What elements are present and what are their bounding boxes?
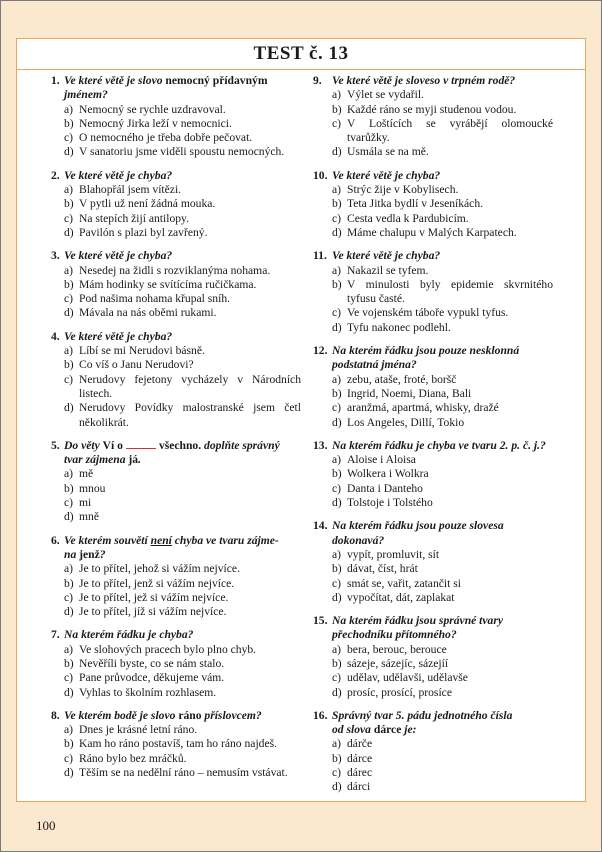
answer-option[interactable]: b) Nevěříli byste, co se nám stalo.: [64, 656, 225, 670]
answer-option[interactable]: a) Nemocný se rychle uzdravoval.: [64, 102, 226, 116]
answer-option[interactable]: b) Wolkera i Wolkra: [332, 467, 429, 481]
question-number: 3.: [51, 249, 60, 263]
question-text: Do věty Ví o všechno. doplňte správný tvar zájmena já.: [64, 438, 280, 467]
answer-options: [64, 344, 301, 430]
answer-options: [64, 467, 301, 524]
answer-options: [64, 264, 301, 321]
answer-option[interactable]: c) O nemocného je třeba dobře pečovat.: [64, 131, 253, 145]
answer-options: [64, 103, 301, 160]
question-number: 5.: [51, 438, 60, 452]
question-text: Na kterém řádku je chyba ve tvaru 2. p. č. j.?: [332, 438, 546, 452]
question-16: [313, 709, 553, 795]
answer-option[interactable]: a) Strýc žije v Kobylisech.: [332, 183, 459, 197]
answer-option[interactable]: b) mnou: [64, 481, 106, 495]
answer-option[interactable]: b) Ingrid, Noemi, Diana, Bali: [332, 386, 472, 400]
answer-option[interactable]: a) Nesedej na židli s rozviklanýma nohama.: [64, 263, 271, 277]
answer-options: [332, 737, 553, 794]
page-title: TEST č. 13: [253, 43, 349, 64]
question-7: [51, 628, 301, 699]
answer-options: [332, 88, 553, 159]
answer-option[interactable]: d) Pavilón s plazi byl zavřený.: [64, 225, 208, 239]
answer-option[interactable]: d) Těším se na nedělní ráno – nemusím vstávat.: [64, 766, 288, 780]
question-11: [313, 249, 553, 335]
answer-option[interactable]: c) Pane průvodce, děkujeme vám.: [64, 671, 225, 685]
question-text: Ve které větě je chyba?: [332, 249, 441, 263]
question-number: 2.: [51, 168, 60, 182]
question-3: [51, 249, 301, 320]
answer-option[interactable]: a) dárče: [332, 737, 373, 751]
answer-option[interactable]: d) Je to přítel, jíž si vážím nejvíce.: [64, 605, 227, 619]
answer-option[interactable]: c) mi: [64, 496, 92, 510]
answer-options: [332, 453, 553, 510]
question-14: [313, 519, 553, 605]
answer-option[interactable]: a) zebu, ataše, froté, boršč: [332, 372, 457, 386]
question-number: 6.: [51, 533, 60, 547]
test-sheet: [16, 38, 586, 802]
answer-option[interactable]: d) Tolstoje i Tolstého: [332, 496, 433, 510]
answer-option[interactable]: b) Teta Jitka bydlí v Jeseníkách.: [332, 197, 484, 211]
question-number: 14.: [313, 519, 328, 533]
answer-option[interactable]: a) Aloise i Aloisa: [332, 453, 416, 467]
question-9: [313, 74, 553, 160]
answer-option[interactable]: b) dávat, číst, hrát: [332, 562, 418, 576]
question-13: [313, 439, 553, 510]
question-text: Správný tvar 5. pádu jednotného čísla od slova dárce je:: [332, 708, 513, 737]
answer-options: [332, 643, 553, 700]
answer-option[interactable]: c) Je to přítel, jež si vážím nejvíce.: [64, 590, 229, 604]
question-6: [51, 534, 301, 620]
question-text: Ve které větě je chyba?: [64, 249, 173, 263]
fill-in-blank: [126, 448, 156, 449]
answer-options: [332, 373, 553, 430]
answer-option[interactable]: b) Nemocný Jirka leží v nemocnici.: [64, 116, 232, 130]
answer-option[interactable]: a) mě: [64, 467, 94, 481]
question-text: Na kterém řádku jsou pouze nesklonná podstatná jména?: [332, 344, 520, 372]
page-number: 100: [36, 818, 56, 833]
question-12: [313, 344, 553, 430]
answer-option[interactable]: c) Ráno bylo bez mráčků.: [64, 751, 187, 765]
answer-option[interactable]: c) smát se, vařit, zatančit si: [332, 576, 461, 590]
question-10: [313, 169, 553, 240]
question-1: [51, 74, 301, 160]
question-number: 7.: [51, 628, 60, 642]
question-text: Na kterém řádku jsou správné tvary přechodníku přítomného?: [332, 614, 504, 642]
question-number: 13.: [313, 438, 328, 452]
question-2: [51, 169, 301, 240]
answer-option[interactable]: a) Nakazil se tyfem.: [332, 263, 429, 277]
answer-option[interactable]: b) Mám hodinky se svítícíma ručičkama.: [64, 277, 257, 291]
question-text: Ve které větě je chyba?: [64, 168, 173, 182]
answer-option[interactable]: d) Usmála se na mě.: [332, 145, 429, 159]
question-number: 10.: [313, 168, 328, 182]
question-8: [51, 709, 301, 780]
question-text: Ve které větě je sloveso v trpném rodě?: [332, 74, 516, 87]
answer-option[interactable]: d) vypočítat, dát, zaplakat: [332, 590, 455, 604]
answer-option[interactable]: d) Máme chalupu v Malých Karpatech.: [332, 225, 517, 239]
answer-option[interactable]: a) Líbí se mi Nerudovi básně.: [64, 344, 205, 358]
question-number: 15.: [313, 614, 328, 628]
answer-option[interactable]: d) Tyfu nakonec podlehl.: [332, 320, 451, 334]
question-number: 9.: [313, 74, 322, 87]
question-text: Ve které větě je slovo nemocný přídavným jménem?: [64, 74, 268, 102]
answer-option[interactable]: a) Je to přítel, jehož si vážím nejvíce.: [64, 562, 240, 576]
answer-option[interactable]: d) Los Angeles, Dillí, Tokio: [332, 415, 465, 429]
question-text: Na kterém řádku jsou pouze slovesa dokonavá?: [332, 519, 504, 547]
answer-option[interactable]: d) Vyhlas to školním rozhlasem.: [64, 685, 217, 699]
answer-option[interactable]: a) Blahopřál jsem vítězi.: [64, 183, 182, 197]
answer-options: [64, 562, 301, 619]
answer-option[interactable]: b) dárce: [332, 751, 373, 765]
answer-option[interactable]: c) udělav, udělavši, udělavše: [332, 671, 468, 685]
answer-option[interactable]: b) Je to přítel, jenž si vážím nejvíce.: [64, 576, 235, 590]
answer-option[interactable]: d) dárci: [332, 780, 371, 794]
answer-options: [64, 183, 301, 240]
answer-option[interactable]: c) Nerudovy fejetony vycházely v Národních listech.: [64, 372, 301, 400]
answer-option[interactable]: a) bera, berouc, berouce: [332, 642, 447, 656]
answer-option[interactable]: b) sázeje, sázejíc, sázejíí: [332, 656, 449, 670]
answer-option[interactable]: c) Pod našima nohama křupal sníh.: [64, 292, 231, 306]
answer-option[interactable]: b) V minulosti byly epidemie skvrnitého tyfusu časté.: [332, 277, 553, 306]
answer-option[interactable]: a) vypít, promluvit, sít: [332, 547, 440, 561]
question-text: Ve kterém souvětí není chyba ve tvaru zájme- na jenž?: [64, 533, 279, 561]
answer-options: [332, 548, 553, 605]
question-number: 1.: [51, 74, 60, 87]
answer-option[interactable]: b) V pytli už není žádná mouka.: [64, 197, 216, 211]
answer-option[interactable]: c) Ve vojenském táboře vypukl tyfus.: [332, 306, 509, 320]
answer-option[interactable]: d) Nerudovy Povídky malostranské jsem četl několikrát.: [64, 401, 301, 429]
answer-options: [64, 723, 301, 780]
question-15: [313, 614, 553, 700]
question-4: [51, 330, 301, 430]
answer-options: [332, 264, 553, 335]
answer-option[interactable]: d) prosíc, prosící, prosíce: [332, 685, 452, 699]
answer-option[interactable]: b) Co víš o Janu Nerudovi?: [64, 358, 194, 372]
question-number: 16.: [313, 708, 328, 722]
question-text: Na kterém řádku je chyba?: [64, 628, 194, 642]
question-number: 11.: [313, 249, 327, 263]
question-number: 4.: [51, 329, 60, 343]
answer-option[interactable]: c) dárec: [332, 766, 373, 780]
question-number: 8.: [51, 708, 60, 722]
question-text: Ve kterém bodě je slovo ráno příslovcem?: [64, 708, 262, 722]
answer-option[interactable]: a) Ve slohových pracech bylo plno chyb.: [64, 642, 257, 656]
answer-option[interactable]: b) Kam ho ráno postavíš, tam ho ráno najdeš.: [64, 737, 278, 751]
answer-option[interactable]: d) mně: [64, 510, 99, 524]
question-text: Ve které větě je chyba?: [332, 168, 441, 182]
answer-options: [64, 643, 301, 700]
answer-option[interactable]: c) V Loštících se vyrábějí olomoucké tvarůžky.: [332, 116, 553, 145]
question-number: 12.: [313, 344, 328, 358]
question-text: Ve které větě je chyba?: [64, 329, 173, 343]
answer-option[interactable]: c) Danta i Danteho: [332, 481, 423, 495]
title-divider: [17, 69, 585, 70]
answer-option[interactable]: d) V sanatoriu jsme viděli spoustu nemocných.: [64, 145, 285, 159]
answer-option[interactable]: a) Dnes je krásné letní ráno.: [64, 723, 198, 737]
answer-option[interactable]: b) Každé ráno se myji studenou vodou.: [332, 102, 517, 116]
question-5: [51, 439, 301, 525]
answer-option[interactable]: a) Výlet se vydařil.: [332, 88, 424, 102]
answer-option[interactable]: d) Mávala na nás oběmi rukami.: [64, 306, 217, 320]
answer-option[interactable]: c) Na stepích žijí antilopy.: [64, 211, 190, 225]
answer-option[interactable]: c) aranžmá, apartmá, whisky, dražé: [332, 401, 499, 415]
left-column: [51, 74, 301, 789]
answer-option[interactable]: c) Cesta vedla k Pardubicím.: [332, 211, 469, 225]
answer-options: [332, 183, 553, 240]
right-column: [313, 74, 553, 804]
